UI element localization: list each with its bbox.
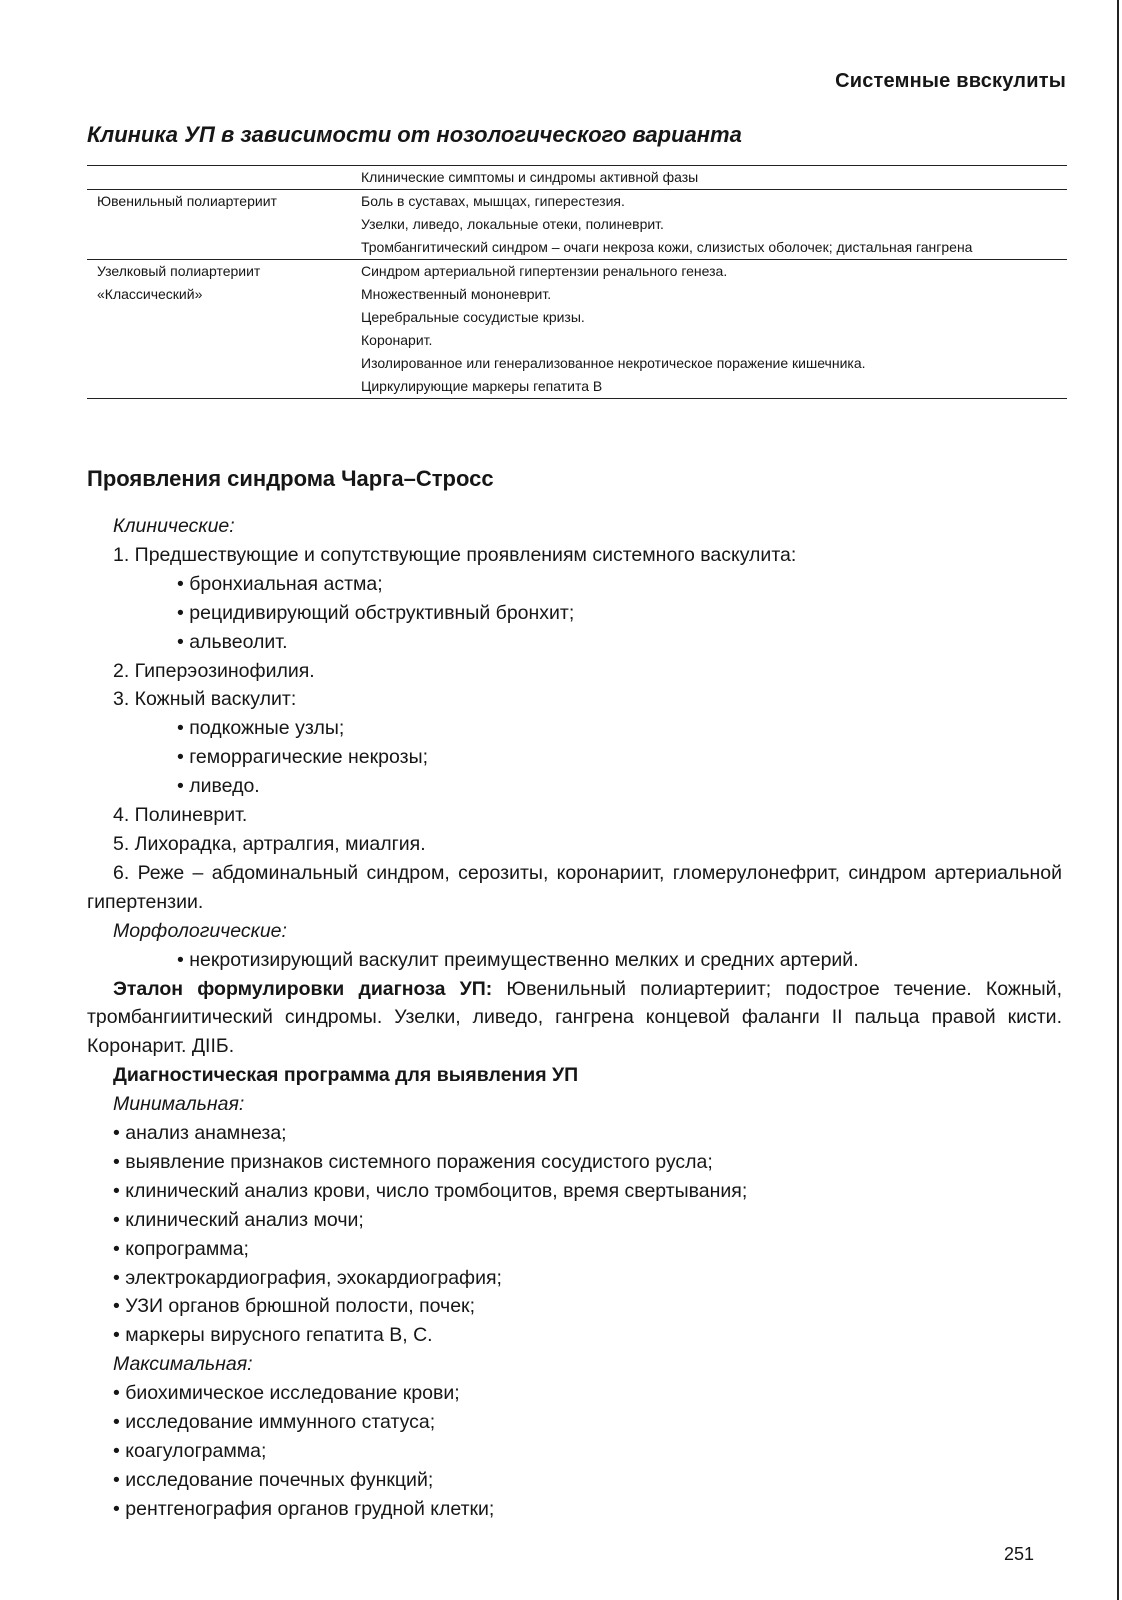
list-bullet: • копрограмма;	[87, 1235, 1062, 1264]
list-bullet: • УЗИ органов брюшной полости, почек;	[87, 1292, 1062, 1321]
page-number: 251	[1003, 1544, 1034, 1564]
list-bullet: • клинический анализ крови, число тромбоцитов, время свертывания;	[87, 1177, 1062, 1206]
maximal-label: Максимальная:	[113, 1353, 253, 1376]
list-bullet: • исследование иммунного статуса;	[87, 1408, 1062, 1437]
page-edge-line	[1117, 0, 1119, 1600]
symptom-line: Узелки, ливедо, локальные отеки, полиневрит.	[361, 216, 664, 232]
list-item-4: 4. Полиневрит.	[113, 804, 248, 827]
list-item-1: 1. Предшествующие и сопутствующие проявлениям системного васкулита:	[113, 543, 797, 566]
list-bullet: • анализ анамнеза;	[87, 1119, 1062, 1148]
table-header-col1	[87, 166, 361, 189]
table-header-col2: Клинические симптомы и синдромы активной фазы	[361, 169, 699, 185]
list-bullet: • биохимическое исследование крови;	[87, 1379, 1062, 1408]
list-bullet: • некротизирующий васкулит преимущественно мелких и средних артерий.	[87, 946, 1062, 975]
diagnosis-example-text: Ювенильный полиартериит; подострое течение. Кожный, тромбангиитический синдромы. Узелки, ливедо, гангрена концевой фаланги II пальца правой кисти. Коронарит. ДIIБ.	[87, 977, 1062, 1058]
section-title: Проявления синдрома Чарга–Стросс	[87, 466, 494, 491]
list-bullet: • рецидивирующий обструктивный бронхит;	[87, 599, 1062, 628]
variant-subtype: «Классический»	[97, 286, 203, 302]
diagnostic-program-title: Диагностическая программа для выявления УП	[113, 1064, 579, 1087]
diagnosis-example-label: Эталон формулировки диагноза УП:	[113, 977, 493, 1000]
list-bullet: • маркеры вирусного гепатита В, С.	[87, 1321, 1062, 1350]
symptom-line: Синдром артериальной гипертензии ренального генеза.	[361, 263, 728, 279]
variants-table	[87, 165, 1067, 399]
list-item-5: 5. Лихорадка, артралгия, миалгия.	[113, 832, 426, 855]
symptom-line: Изолированное или генерализованное некротическое поражение кишечника.	[361, 355, 866, 371]
list-bullet: • рентгенография органов грудной клетки;	[87, 1495, 1062, 1524]
list-bullet: • выявление признаков системного поражения сосудистого русла;	[87, 1148, 1062, 1177]
variant-name: Ювенильный полиартериит	[97, 193, 277, 209]
list-bullet: • электрокардиография, эхокардиография;	[87, 1264, 1062, 1293]
list-item-2: 2. Гиперэозинофилия.	[113, 659, 315, 682]
table-row	[87, 260, 1067, 399]
variant-name: Узелковый полиартериит	[97, 263, 261, 279]
list-bullet: • бронхиальная астма;	[87, 570, 1062, 599]
running-head: Системные ввскулиты	[835, 70, 1066, 92]
table-header-row	[87, 166, 1067, 190]
list-bullet: • ливедо.	[87, 772, 1062, 801]
table-row	[87, 190, 1067, 260]
body-text	[87, 512, 1062, 1524]
symptom-line: Циркулирующие маркеры гепатита В	[361, 378, 603, 394]
diagnosis-example	[87, 975, 1062, 1062]
list-bullet: • подкожные узлы;	[87, 714, 1062, 743]
morph-label: Морфологические:	[113, 919, 287, 942]
clinical-label: Клинические:	[113, 515, 235, 537]
list-bullet: • коагулограмма;	[87, 1437, 1062, 1466]
list-bullet: • альвеолит.	[87, 628, 1062, 657]
symptom-line: Церебральные сосудистые кризы.	[361, 309, 585, 325]
table-title: Клиника УП в зависимости от нозологического варианта	[87, 122, 742, 147]
symptoms-cell	[361, 190, 1067, 259]
list-item-3: 3. Кожный васкулит:	[113, 688, 297, 711]
symptoms-cell	[361, 260, 1067, 398]
symptom-line: Тромбангитический синдром – очаги некроза кожи, слизистых оболочек; дистальная гангрена	[361, 239, 973, 255]
symptom-line: Коронарит.	[361, 332, 433, 348]
list-bullet: • геморрагические некрозы;	[87, 743, 1062, 772]
list-item-6: 6. Реже – абдоминальный синдром, серозиты, коронариит, гломерулонефрит, синдром артериальной гипертензии.	[87, 861, 1062, 913]
list-bullet: • клинический анализ мочи;	[87, 1206, 1062, 1235]
list-bullet: • исследование почечных функций;	[87, 1466, 1062, 1495]
variant-cell	[87, 260, 361, 398]
symptom-line: Боль в суставах, мышцах, гиперестезия.	[361, 193, 625, 209]
variant-cell	[87, 190, 361, 259]
minimal-label: Минимальная:	[113, 1093, 245, 1116]
symptom-line: Множественный мононеврит.	[361, 286, 552, 302]
